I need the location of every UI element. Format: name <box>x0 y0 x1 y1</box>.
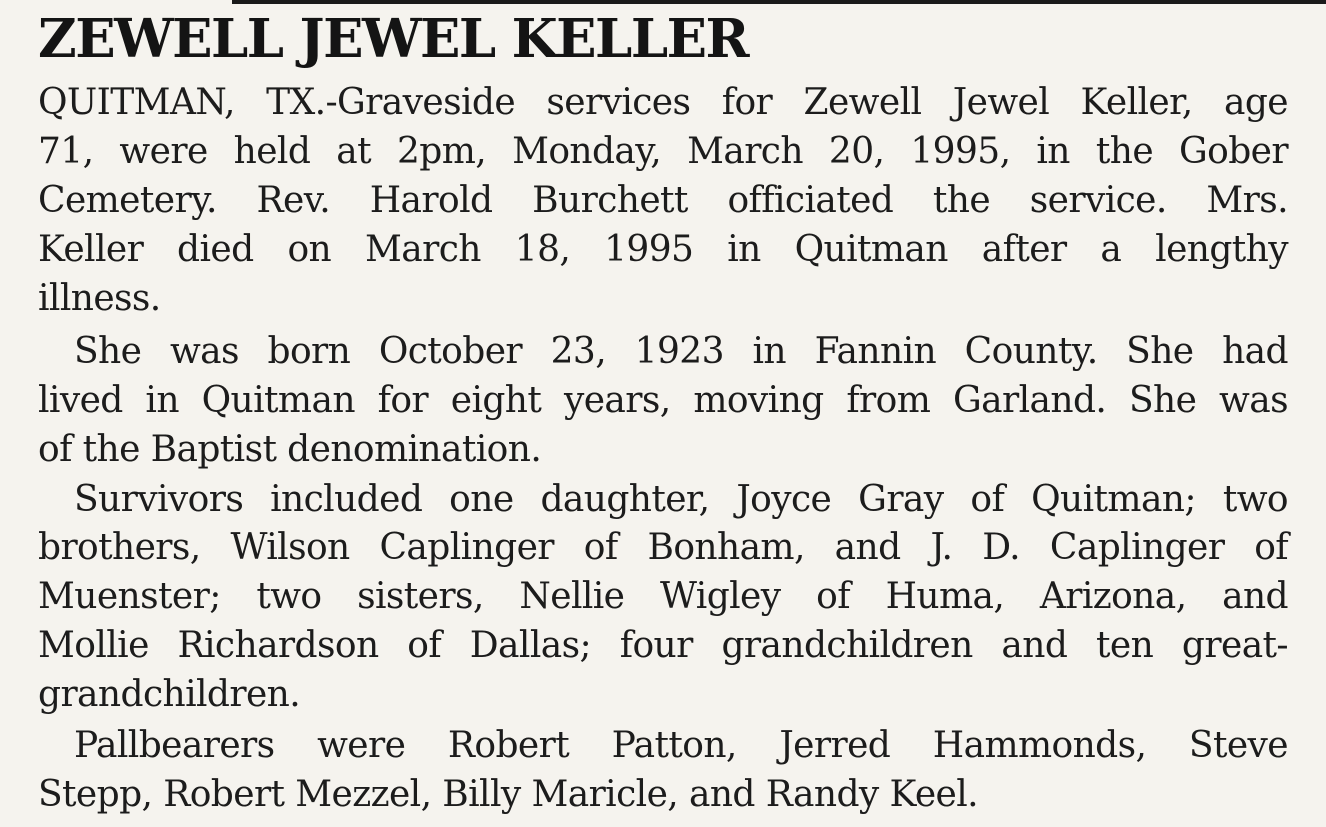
text-line: of the Baptist denomination. <box>38 429 542 470</box>
text-line: Keller died on March 18, 1995 in Quitman after a lengthy <box>38 229 1288 270</box>
text-line: 71, were held at 2pm, Monday, March 20, 1995, in the Gober <box>38 131 1288 172</box>
text-line: Cemetery. Rev. Harold Burchett officiated the service. Mrs. <box>38 180 1288 221</box>
text-line: She was born October 23, 1923 in Fannin County. She had <box>74 331 1288 372</box>
text-line: QUITMAN, TX.-Graveside services for Zewell Jewel Keller, age <box>38 82 1288 123</box>
top-rule <box>232 0 1326 4</box>
text-line: Muenster; two sisters, Nellie Wigley of Huma, Arizona, and <box>38 576 1288 617</box>
text-line: Stepp, Robert Mezzel, Billy Maricle, and Randy Keel. <box>38 774 978 815</box>
text-line: brothers, Wilson Caplinger of Bonham, and J. D. Caplinger of <box>38 527 1288 568</box>
text-line: lived in Quitman for eight years, moving from Garland. She was <box>38 380 1288 421</box>
text-line: Mollie Richardson of Dallas; four grandchildren and ten great- <box>38 625 1288 666</box>
text-line: illness. <box>38 278 161 319</box>
text-line: grandchildren. <box>38 674 301 715</box>
text-line: Survivors included one daughter, Joyce Gray of Quitman; two <box>74 479 1288 520</box>
text-line: Pallbearers were Robert Patton, Jerred Hammonds, Steve <box>74 725 1288 766</box>
obituary-headline: ZEWELL JEWEL KELLER <box>38 8 749 70</box>
